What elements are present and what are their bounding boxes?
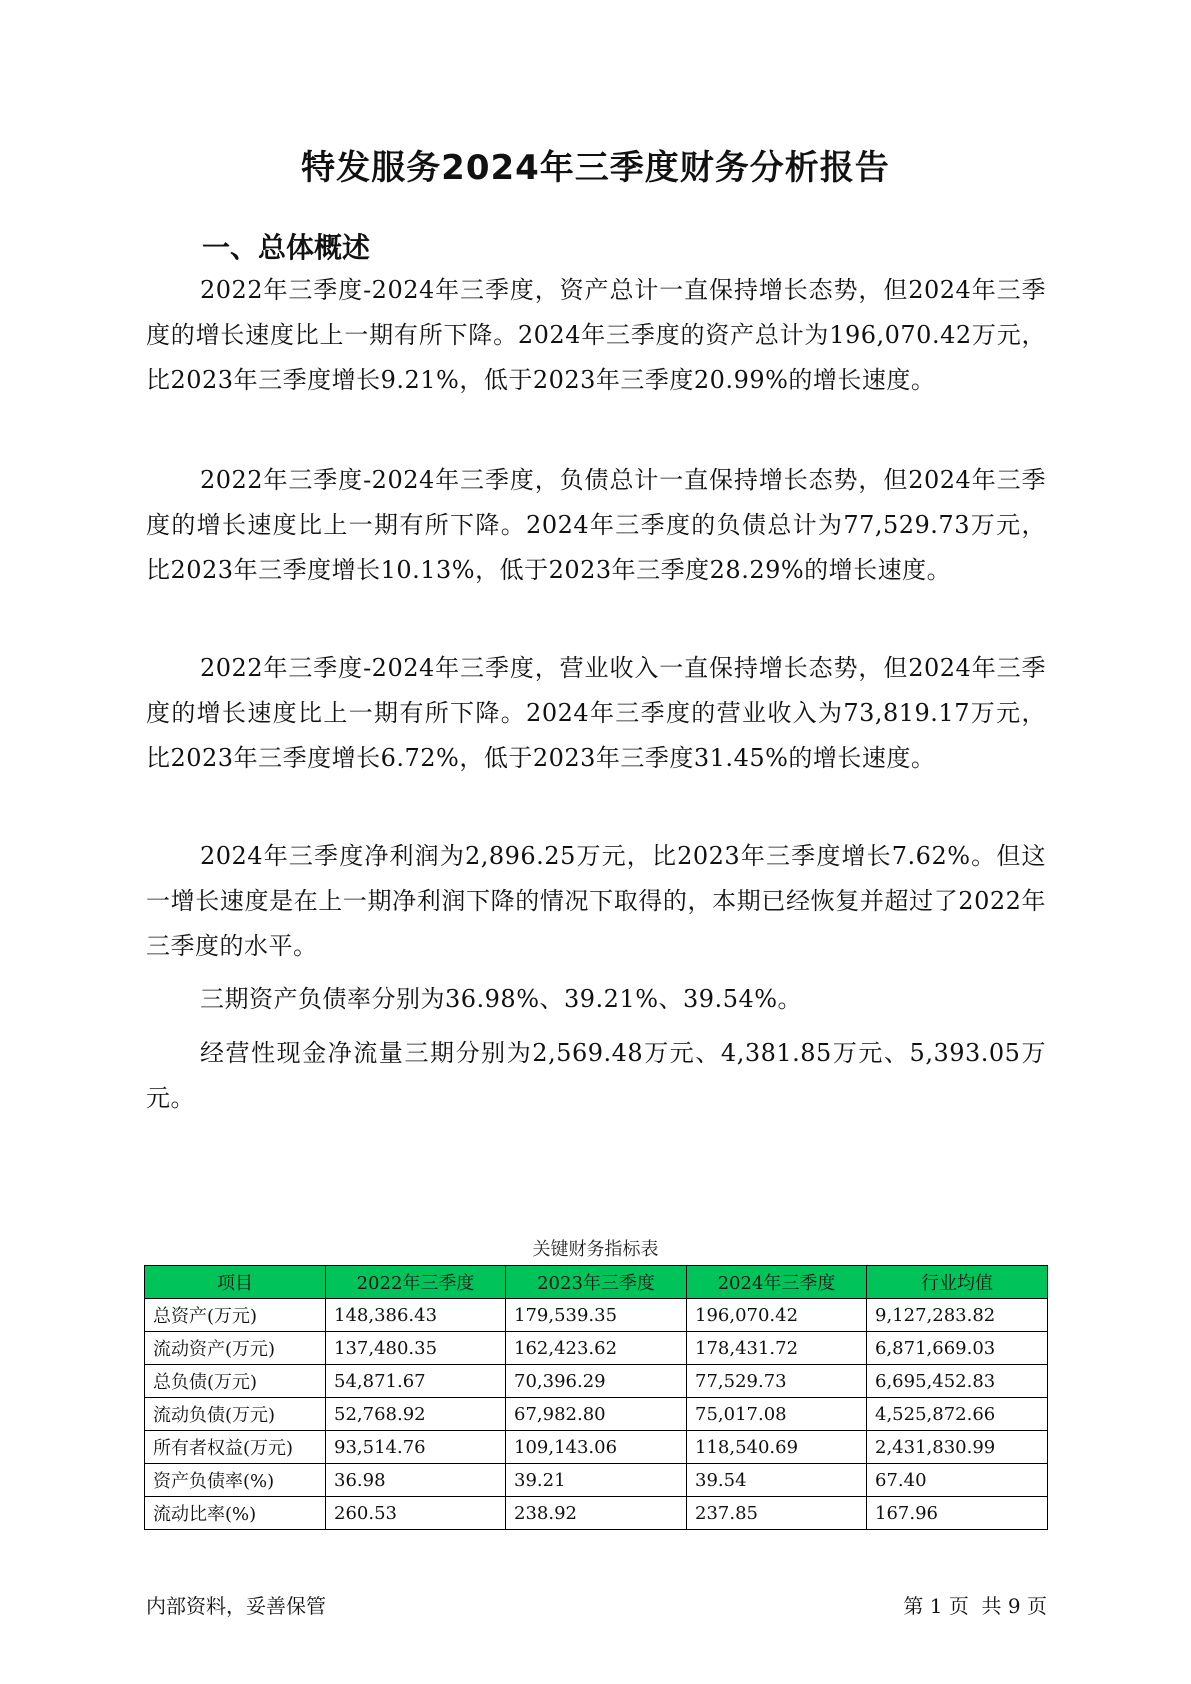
column-header: 2022年三季度 [326, 1266, 506, 1299]
table-cell: 总资产(万元) [145, 1299, 326, 1332]
table-cell: 77,529.73 [687, 1365, 867, 1398]
table-cell: 39.21 [506, 1464, 687, 1497]
key-financial-indicators-table [144, 1265, 1048, 1530]
table-cell: 67.40 [867, 1464, 1048, 1497]
column-header: 行业均值 [867, 1266, 1048, 1299]
table-cell: 流动负债(万元) [145, 1398, 326, 1431]
paragraph-net-profit: 2024年三季度净利润为2,896.25万元，比2023年三季度增长7.62%。但这一增长速度是在上一期净利润下降的情况下取得的，本期已经恢复并超过了2022年三季度的水平。 [146, 842, 1046, 960]
table-cell: 39.54 [687, 1464, 867, 1497]
section-heading: 一、总体概述 [202, 231, 371, 264]
paragraph-assets: 2022年三季度-2024年三季度，资产总计一直保持增长态势，但2024年三季度的增长速度比上一期有所下降。2024年三季度的资产总计为196,070.42万元，比2023年三季度增长9.21%，低于2023年三季度20.99%的增长速度。 [146, 276, 1046, 394]
table-cell: 70,396.29 [506, 1365, 687, 1398]
table-cell: 2,431,830.99 [867, 1431, 1048, 1464]
table-row [145, 1431, 1048, 1464]
table-cell: 237.85 [687, 1497, 867, 1530]
paragraph-revenue: 2022年三季度-2024年三季度，营业收入一直保持增长态势，但2024年三季度的增长速度比上一期有所下降。2024年三季度的营业收入为73,819.17万元，比2023年三季度增长6.72%，低于2023年三季度31.45%的增长速度。 [146, 654, 1046, 772]
table-cell: 4,525,872.66 [867, 1398, 1048, 1431]
table-cell: 118,540.69 [687, 1431, 867, 1464]
table-cell: 资产负债率(%) [145, 1464, 326, 1497]
table-row [145, 1398, 1048, 1431]
table-cell: 52,768.92 [326, 1398, 506, 1431]
table-cell: 196,070.42 [687, 1299, 867, 1332]
paragraph-liabilities: 2022年三季度-2024年三季度，负债总计一直保持增长态势，但2024年三季度的增长速度比上一期有所下降。2024年三季度的负债总计为77,529.73万元，比2023年三季度增长10.13%，低于2023年三季度28.29%的增长速度。 [146, 466, 1046, 584]
table-cell: 36.98 [326, 1464, 506, 1497]
table-cell: 总负债(万元) [145, 1365, 326, 1398]
table-row [145, 1365, 1048, 1398]
table-cell: 109,143.06 [506, 1431, 687, 1464]
table-row [145, 1332, 1048, 1365]
table-cell: 93,514.76 [326, 1431, 506, 1464]
footer-page-number: 第 1 页 共 9 页 [903, 1594, 1047, 1618]
table-cell: 179,539.35 [506, 1299, 687, 1332]
table-cell: 6,871,669.03 [867, 1332, 1048, 1365]
footer-confidential-note: 内部资料，妥善保管 [146, 1594, 326, 1618]
column-header: 2023年三季度 [506, 1266, 687, 1299]
table-cell: 137,480.35 [326, 1332, 506, 1365]
table-row [145, 1497, 1048, 1530]
table-cell: 流动资产(万元) [145, 1332, 326, 1365]
paragraph-cash-flow: 经营性现金净流量三期分别为2,569.48万元、4,381.85万元、5,393.05万元。 [146, 1039, 1046, 1112]
table-header-row [145, 1266, 1048, 1299]
table-cell: 75,017.08 [687, 1398, 867, 1431]
table-cell: 54,871.67 [326, 1365, 506, 1398]
table-cell: 167.96 [867, 1497, 1048, 1530]
table-cell: 260.53 [326, 1497, 506, 1530]
table-cell: 9,127,283.82 [867, 1299, 1048, 1332]
table-cell: 所有者权益(万元) [145, 1431, 326, 1464]
table-cell: 148,386.43 [326, 1299, 506, 1332]
table-cell: 流动比率(%) [145, 1497, 326, 1530]
table-cell: 162,423.62 [506, 1332, 687, 1365]
paragraph-debt-ratio: 三期资产负债率分别为36.98%、39.21%、39.54%。 [200, 985, 803, 1013]
table-caption: 关键财务指标表 [532, 1239, 659, 1260]
column-header: 项目 [145, 1266, 326, 1299]
column-header: 2024年三季度 [687, 1266, 867, 1299]
table-cell: 67,982.80 [506, 1398, 687, 1431]
table-cell: 238.92 [506, 1497, 687, 1530]
report-title: 特发服务2024年三季度财务分析报告 [301, 148, 890, 188]
table-cell: 6,695,452.83 [867, 1365, 1048, 1398]
table-cell: 178,431.72 [687, 1332, 867, 1365]
table-row [145, 1464, 1048, 1497]
table-row [145, 1299, 1048, 1332]
